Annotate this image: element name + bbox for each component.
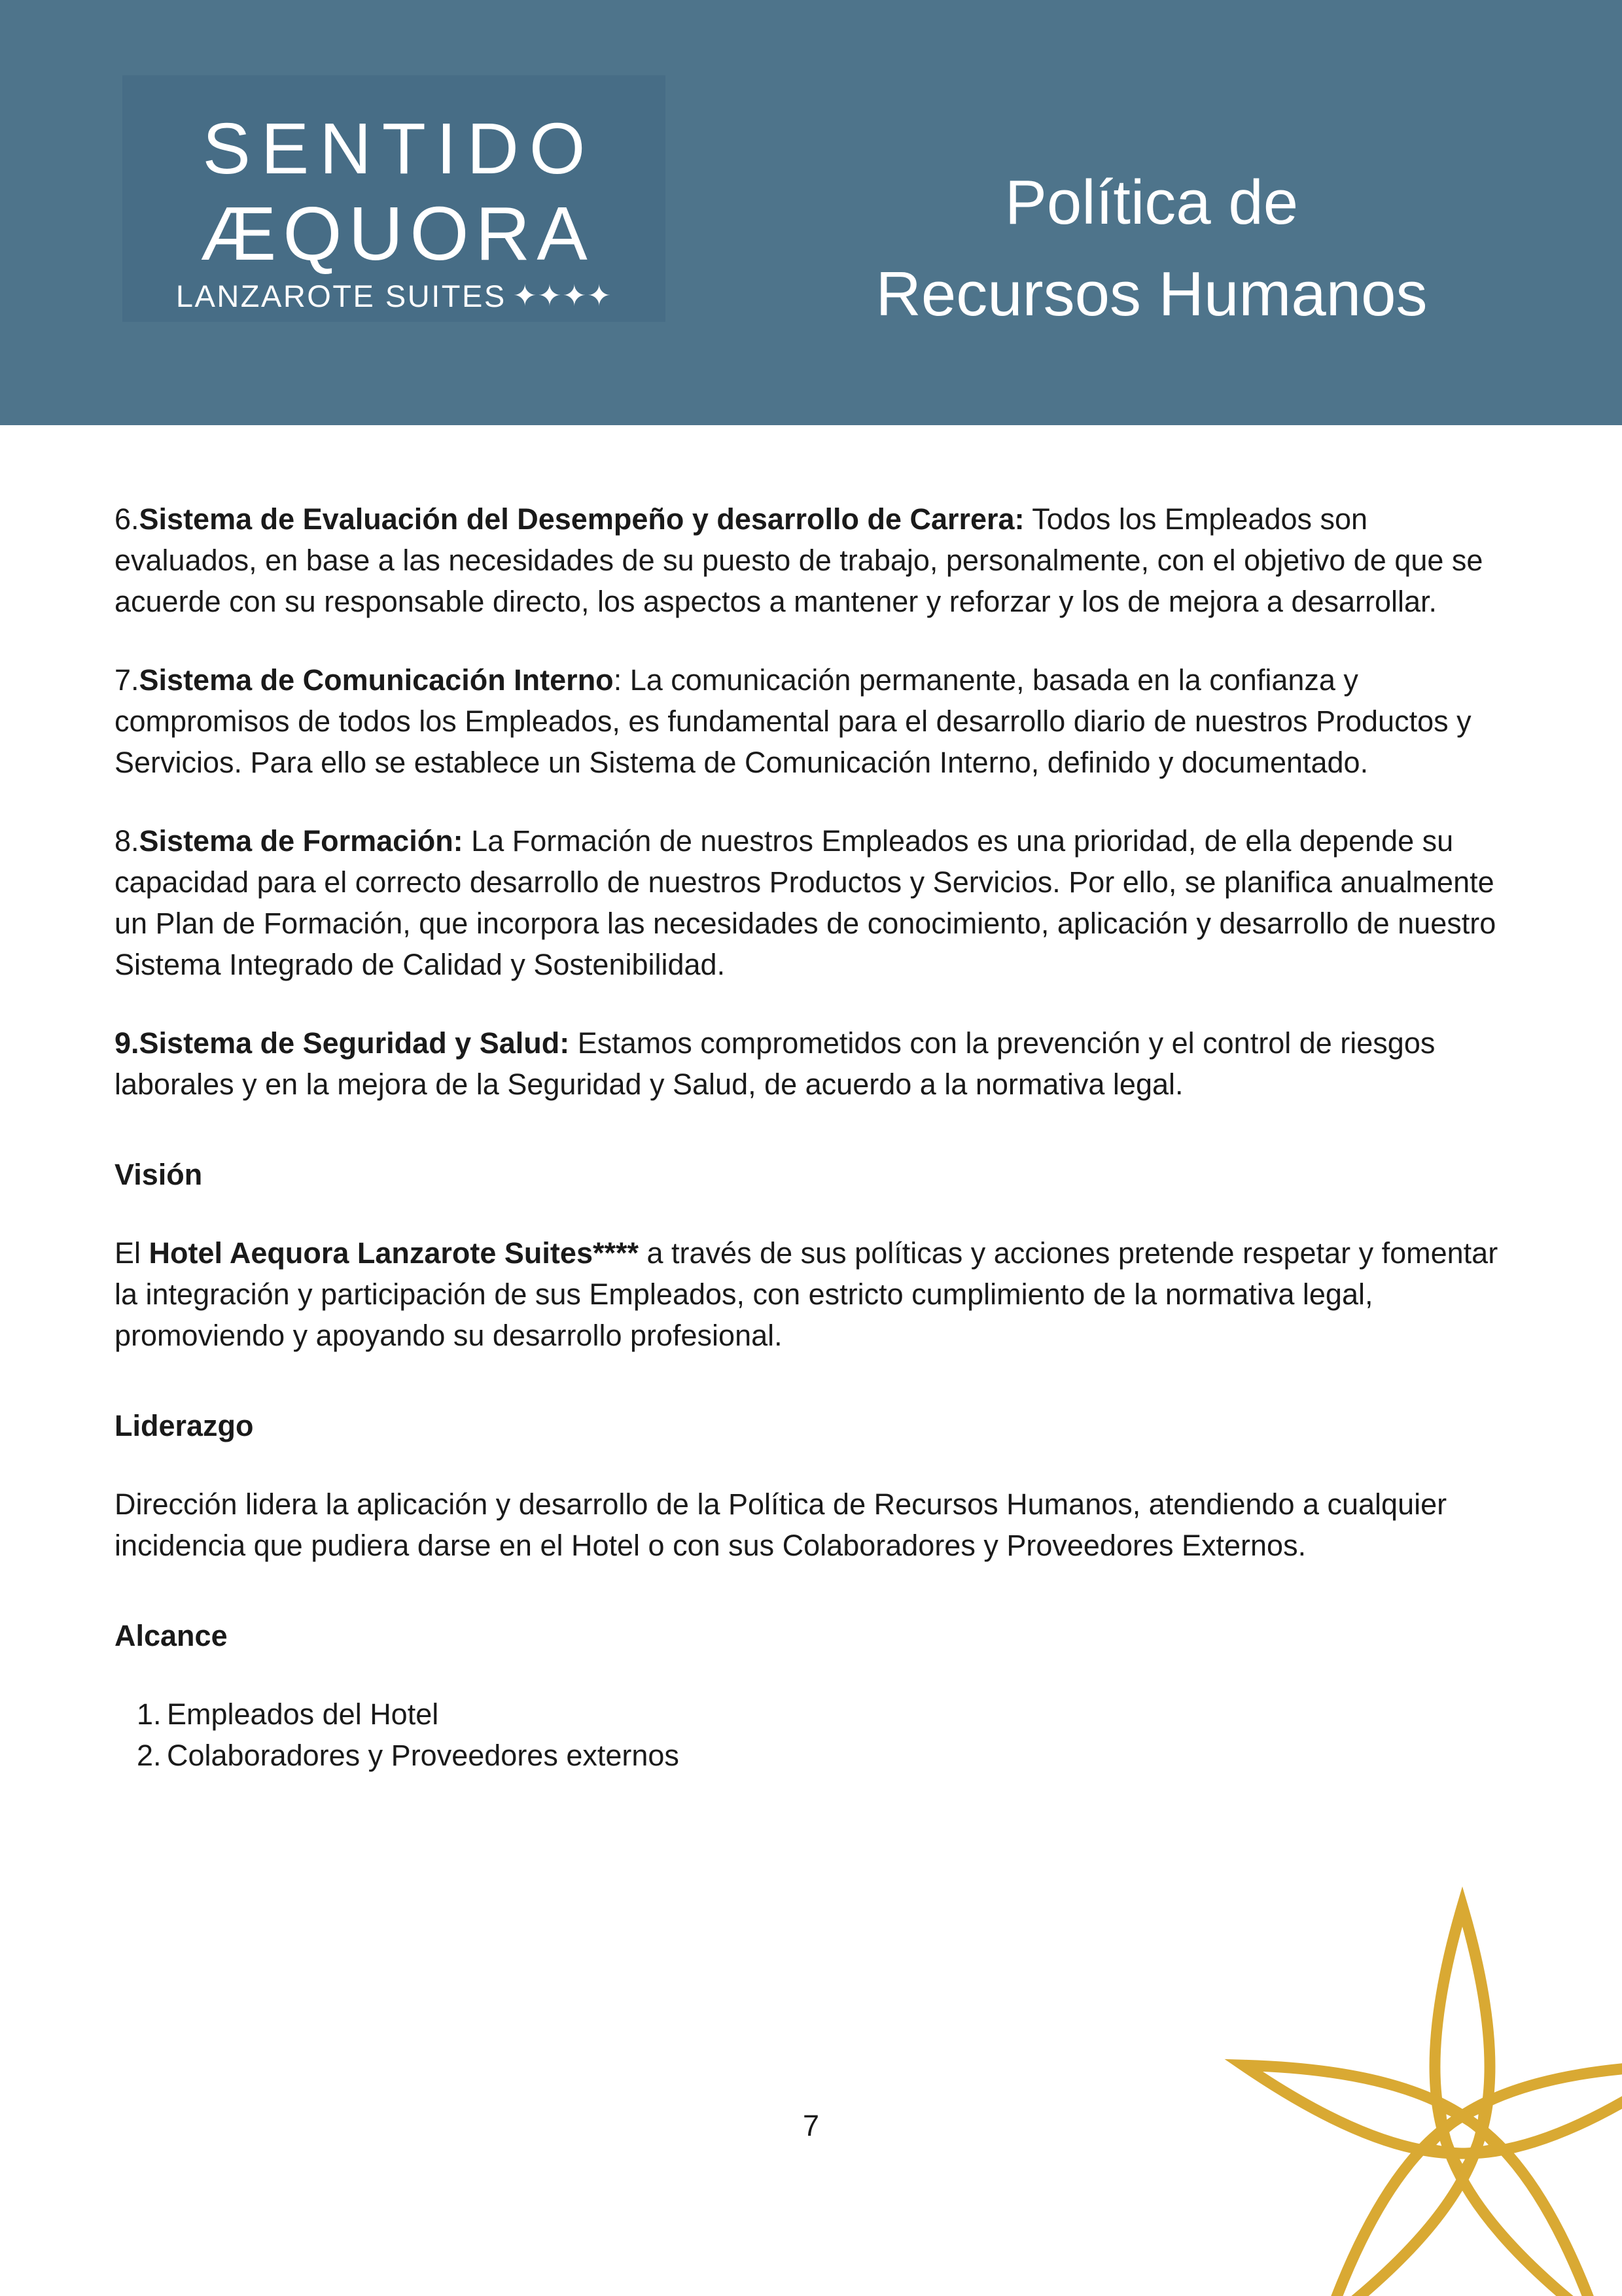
logo-brand-text: SENTIDO (202, 109, 596, 189)
document-title-line2: Recursos Humanos (875, 259, 1428, 329)
paragraph-8 (115, 820, 1505, 985)
logo-subtitle-text: LANZAROTE SUITES (175, 279, 506, 313)
paragraph-8-heading: Sistema de Formación: (139, 824, 463, 858)
vision-text: a través de sus políticas y acciones pretende respetar y fomentar la integración y participación de sus Empleados, con estricto cumplimiento de la normativa legal, promoviendo y apoyando su desarrollo profesional. (115, 1236, 1498, 1352)
four-stars-icon: ✦✦✦✦ (512, 279, 612, 313)
paragraph-9-text: Estamos comprometidos con la prevención y el control de riesgos laborales y en la mejora de la Seguridad y Salud, de acuerdo a la normativa legal. (115, 1026, 1436, 1101)
paragraph-6-text: Todos los Empleados son evaluados, en base a las necesidades de su puesto de trabajo, personalmente, con el objetivo de que se acuerde con su responsable directo, los aspectos a mantener y reforzar y los de mejora a desarrollar. (115, 502, 1483, 618)
logo-subtitle (176, 281, 612, 311)
header-band (0, 0, 1622, 425)
vision-paragraph (115, 1232, 1505, 1356)
paragraph-8-text: La Formación de nuestros Empleados es una prioridad, de ella depende su capacidad para el correcto desarrollo de nuestros Productos y Servicios. Por ello, se planifica anualmente un Plan de Formación, que incorpora las necesidades de conocimiento, aplicación y desarrollo de nuestro Sistema Integrado de Calidad y Sostenibilidad. (115, 824, 1496, 981)
logo-name-text: ÆQUORA (200, 191, 594, 276)
list-item (137, 1694, 1505, 1735)
document-title-line1: Política de (1004, 167, 1299, 237)
page-number: 7 (802, 2109, 820, 2142)
hotel-logo (122, 75, 665, 322)
alcance-list (115, 1694, 1505, 1776)
paragraph-6-number: 6. (115, 502, 139, 536)
liderazgo-paragraph: Dirección lidera la aplicación y desarrollo de la Política de Recursos Humanos, atendiendo a cualquier incidencia que pudiera darse en el Hotel o con sus Colaboradores y Proveedores Externos. (115, 1487, 1447, 1562)
paragraph-7-number: 7. (115, 663, 139, 697)
paragraph-6-heading: Sistema de Evaluación del Desempeño y desarrollo de Carrera: (139, 502, 1025, 536)
section-heading-liderazgo: Liderazgo (115, 1409, 254, 1442)
paragraph-9-heading: 9.Sistema de Seguridad y Salud: (115, 1026, 570, 1060)
document-body (0, 425, 1622, 1776)
vision-hotel-name: Hotel Aequora Lanzarote Suites**** (149, 1236, 639, 1270)
paragraph-6 (115, 498, 1505, 622)
section-heading-alcance: Alcance (115, 1619, 228, 1652)
vision-lead: El (115, 1236, 149, 1270)
paragraph-7-heading: Sistema de Comunicación Interno (139, 663, 614, 697)
list-item-text: Empleados del Hotel (167, 1697, 439, 1731)
paragraph-8-number: 8. (115, 824, 139, 858)
list-item-number: 1. (137, 1697, 162, 1731)
paragraph-9 (115, 1022, 1505, 1105)
paragraph-7 (115, 659, 1505, 783)
flower-petals (1235, 1906, 1622, 2296)
list-item (137, 1735, 1505, 1776)
document-title (815, 157, 1489, 340)
paragraph-7-text: : La comunicación permanente, basada en la confianza y compromisos de todos los Empleados, es fundamental para el desarrollo diario de nuestros Productos y Servicios. Para ello se establece un Sistema de Comunicación Interno, definido y documentado. (115, 663, 1472, 779)
flower-decoration-icon (1201, 1875, 1622, 2296)
list-item-text: Colaboradores y Proveedores externos (167, 1739, 679, 1772)
list-item-number: 2. (137, 1739, 162, 1772)
section-heading-vision: Visión (115, 1158, 203, 1191)
